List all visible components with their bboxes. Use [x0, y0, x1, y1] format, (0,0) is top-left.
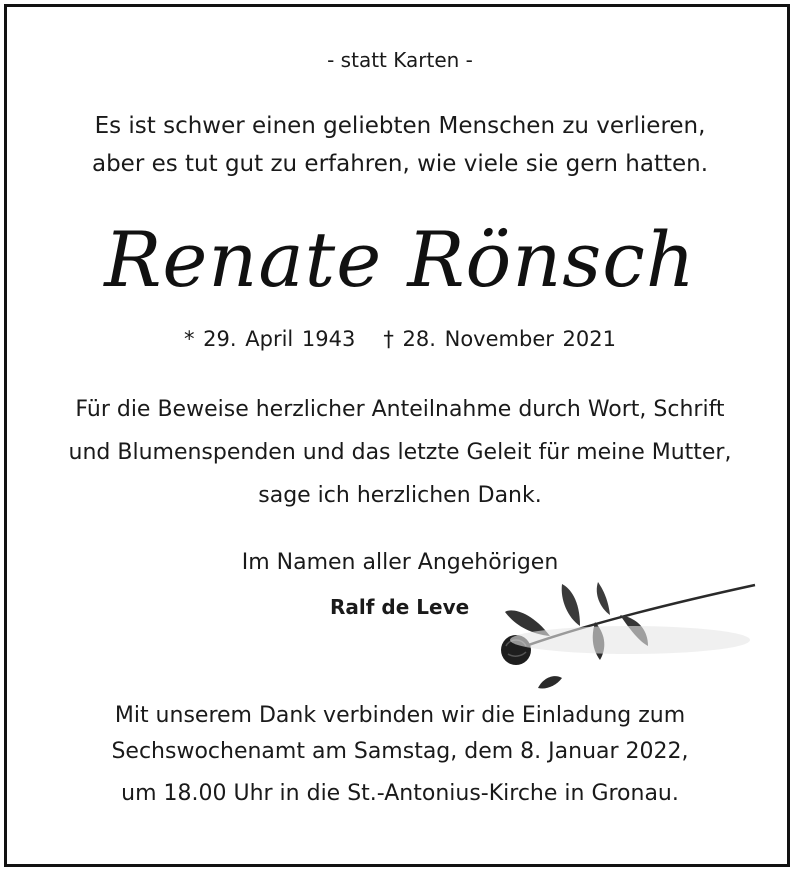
birth-date: * 29. April 1943 — [184, 327, 356, 351]
rose-icon — [490, 570, 760, 695]
invitation-line-2: Sechswochenamt am Samstag, dem 8. Januar 2022, — [111, 739, 689, 764]
tagline: - statt Karten - — [327, 48, 473, 72]
signer-name: Ralf de Leve — [330, 595, 470, 619]
quote-line-2: aber es tut gut zu erfahren, wie viele sie gern hatten. — [91, 151, 709, 177]
thanks-line-3: sage ich herzlichen Dank. — [258, 483, 542, 508]
on-behalf-text: Im Namen aller Angehörigen — [241, 550, 559, 575]
death-date: † 28. November 2021 — [383, 327, 616, 351]
thanks-line-1: Für die Beweise herzlicher Anteilnahme durch Wort, Schrift — [75, 397, 725, 422]
life-dates — [0, 327, 800, 351]
thanks-line-2: und Blumenspenden und das letzte Geleit für meine Mutter, — [68, 440, 732, 465]
quote-line-1: Es ist schwer einen geliebten Menschen zu verlieren, — [94, 113, 706, 139]
invitation-line-3: um 18.00 Uhr in die St.-Antonius-Kirche in Gronau. — [121, 781, 679, 806]
deceased-name: Renate Rönsch — [104, 215, 696, 304]
invitation-line-1: Mit unserem Dank verbinden wir die Einladung zum — [114, 703, 686, 728]
